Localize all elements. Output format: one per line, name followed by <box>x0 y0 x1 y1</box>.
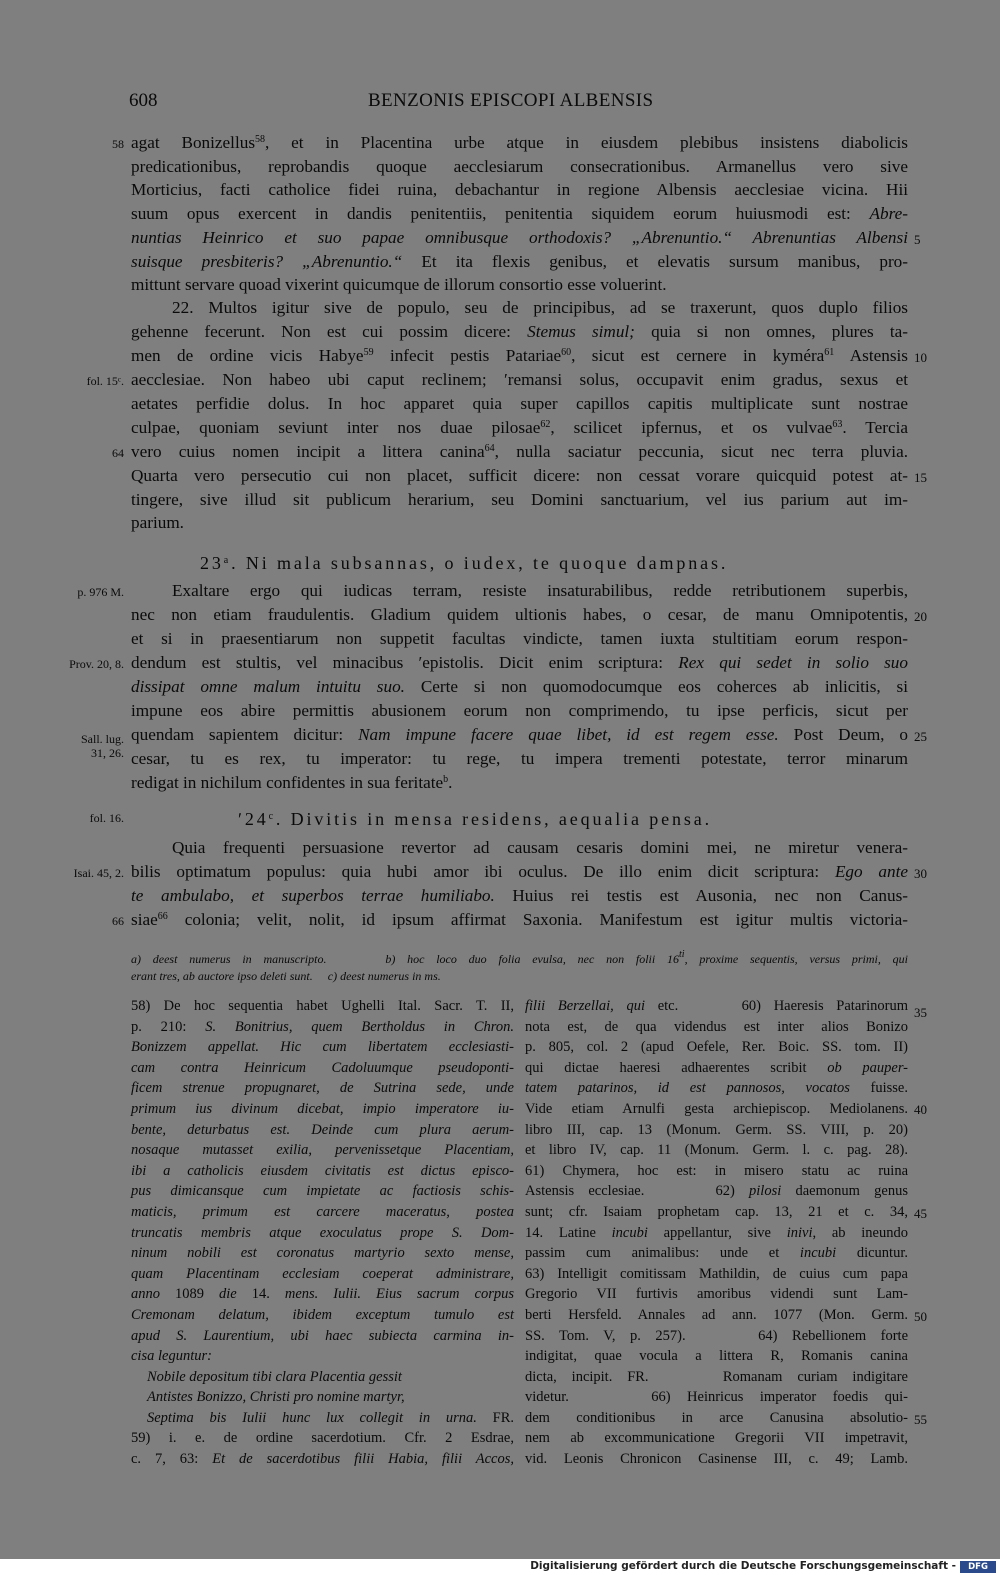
note-line: quam Placentinam ecclesiam coeperat administrare, <box>131 1265 514 1282</box>
note-line: 61) Chymera, hoc est: in misero statu ac ruina <box>525 1162 908 1179</box>
text-line: men de ordine vicis Habye$^{59}$ infecit pestis Patariae$^{60}$, sicut est cernere in kyméra$^{61}$ Astensis <box>131 346 908 365</box>
text-line: dissipat omne malum intuitu suo. Certe si non quomodocumque eos coherces ab inlicitis, si <box>131 677 908 696</box>
text-line: 22. Multos igitur sive de populo, seu de principibus, ad se traxerunt, quos duplo filios <box>172 298 908 317</box>
footer-banner <box>0 1559 1000 1575</box>
note-line: bente, deturbatus est. Deinde cum plura aerum- <box>131 1121 514 1138</box>
text-line: redigat in nichilum confidentes in sua feritate$^b$. <box>131 773 453 792</box>
margin-note: p. 976 M. <box>77 585 124 599</box>
text-line: impune eos abire permittis abusionem eorum non comprimendo, tu ipse perficis, sicut per <box>131 701 908 720</box>
note-line: SS. Tom. V, p. 257). 64) Rebellionem forte <box>525 1327 908 1344</box>
line-number: 30 <box>914 866 927 881</box>
line-number: 45 <box>914 1206 927 1221</box>
text-line: Exaltare ergo qui iudicas terram, resiste insaturabilibus, redde retributionem superbis, <box>172 581 908 600</box>
line-number: 20 <box>914 609 927 624</box>
verse-line: Nobile depositum tibi clara Placentia gessit <box>147 1368 402 1385</box>
note-line: ficem strenue propugnaret, de Sutrina sede, unde <box>131 1080 514 1097</box>
line-number: 25 <box>914 729 927 744</box>
line-number: 40 <box>914 1102 927 1117</box>
text-line: dendum est stultis, vel minacibus ʹepistolis. Dicit enim scriptura: Rex qui sedet in solio suo <box>131 653 908 672</box>
note-line: et libro IV, cap. 11 (Monum. Germ. l. c. pag. 28). <box>525 1142 908 1159</box>
note-line: 63) Intelligit comitissam Mathildin, de cuius cum papa <box>525 1265 908 1282</box>
text-line: parium. <box>131 513 184 532</box>
text-line: cesar, tu es rex, tu imperator: tu rege, tu impera trementi potestate, terror minarum <box>131 749 908 768</box>
note-line: berti Hersfeld. Annales ad ann. 1077 (Mon. Germ. <box>525 1306 908 1323</box>
margin-note: Isai. 45, 2. <box>73 866 124 880</box>
note-line: Astensis ecclesiae. 62) pilosi daemonum genus <box>525 1183 908 1200</box>
note-line: pus dimicansque cum impietate ac factiosis schis- <box>131 1183 514 1200</box>
text-line: te ambulabo, et superbos terrae humiliabo. Huius rei testis est Ausonia, nec non Canus- <box>131 886 908 905</box>
note-line: cam contra Heinricum Cadoluumque pseudoponti- <box>131 1059 514 1076</box>
text-line: aecclesiae. Non habeo ubi caput reclinem; ʹremansi solus, occupavit enim gradus, sexus et <box>131 370 908 389</box>
text-line: quendam sapientem dicitur: Nam impune facere quae libet, id est regem esse. Post Deum, o <box>131 725 908 744</box>
note-line: dem conditionibus in arce Canusina absolutio- <box>525 1409 908 1426</box>
note-line: indigitat, quae vocula a littera R, Romanis canina <box>525 1348 908 1365</box>
verse-line: Antistes Bonizzo, Christi pro nomine martyr, <box>147 1389 405 1406</box>
section-heading: 23$^a$. Ni mala subsannas, o iudex, te quoque dampnas. <box>200 553 729 573</box>
dfg-logo: DFG <box>960 1561 996 1573</box>
text-line: predicationibus, reprobandis quoque aecclesiarum consecrationibus. Armanellus vero sive <box>131 157 908 176</box>
notes-left-column <box>131 996 514 1470</box>
margin-note: 58 <box>112 137 124 151</box>
notes-right-column <box>525 996 908 1470</box>
note-line: 59) i. e. de ordine sacerdotium. Cfr. 2 Esdrae, <box>131 1430 514 1447</box>
note-line: cisa leguntur: <box>131 1348 212 1365</box>
note-line: maticis, primum est carcere maceratus, postea <box>131 1203 514 1220</box>
text-line: gehenne fecerunt. Non est cui possim dicere: Stemus simul; quia si non omnes, plures ta- <box>131 322 908 341</box>
line-number: 50 <box>914 1309 927 1324</box>
note-line: anno 1089 die 14. mens. Iulii. Eius sacrum corpus <box>131 1286 514 1303</box>
note-line: 14. Latine incubi appellantur, sive inivi, ab ineundo <box>525 1224 908 1241</box>
text-line: nuntias Heinrico et suo papae omnibusque orthodoxis? „Abrenuntio.“ Abrenuntias Albensi <box>131 228 908 247</box>
funding-notice: Digitalisierung gefördert durch die Deutsche Forschungsgemeinschaft - <box>530 1560 956 1572</box>
note-line: truncatis membris atque exoculatus prope S. Dom- <box>131 1224 514 1241</box>
line-number: 10 <box>914 350 927 365</box>
margin-note: 64 <box>112 446 124 460</box>
note-line: dicta, incipit. FR. Romanam curiam indigitare <box>525 1368 908 1385</box>
text-line: vero cuius nomen incipit a littera canina$^{64}$, nulla saciatur peccunia, sicut nec terra pluvia. <box>131 442 908 461</box>
text-line: nec non etiam fraudulentis. Gladium quidem ultionis habes, o cesar, de manu Omnipotentis, <box>131 605 908 624</box>
text-line: Quarta vero persecutio cui non placet, sufficit dicere: non cessat vorare quicquid potest at- <box>131 466 908 485</box>
note-line: passim cum animalibus: unde et incubi dicuntur. <box>525 1245 908 1262</box>
line-number: 5 <box>914 232 921 247</box>
text-line: culpae, quoniam seviunt inter nos duae pilosae$^{62}$, scilicet ipfernus, et os vulvae$^{63}$. Tercia <box>131 418 908 437</box>
text-line: suum opus exercent in dandis penitentiis, penitentia siquidem eorum huiusmodi est: Abre- <box>131 204 908 223</box>
note-line: videtur. 66) Heinricus imperator foedis qui- <box>525 1389 908 1406</box>
text-line: mittunt servare quoad vixerint quicumque de illorum consortio esse voluerint. <box>131 275 667 294</box>
text-line: Morticius, facti catholice fidei ruina, debachantur in regione Albensis aecclesiae vicina. Hii <box>131 180 908 199</box>
note-line: tatem patarinos, id est pannosos, vocatos fuisse. <box>525 1080 908 1097</box>
margin-note: 66 <box>112 914 124 928</box>
note-line: sunt; cfr. Isaiam prophetam cap. 13, 21 et c. 34, <box>525 1203 908 1220</box>
line-number: 35 <box>914 1005 927 1020</box>
margin-note: Prov. 20, 8. <box>69 657 124 671</box>
note-line: Gregorio VII furtivis amoribus videndi sunt Lam- <box>525 1286 908 1303</box>
margin-note: fol. 16. <box>89 811 124 825</box>
note-line: libro III, cap. 13 (Monum. Germ. SS. VIII, p. 20) <box>525 1121 908 1138</box>
note-line: nosaque mutasset exilia, pervenissetque Placentiam, <box>131 1142 514 1159</box>
note-line: p. 805, col. 2 (apud Oefele, Rer. Boic. SS. tom. II) <box>525 1039 908 1056</box>
note-line: primum ius divinum dicebat, impio imperatore iu- <box>131 1100 514 1117</box>
text-line: tingere, sive illud sit publicum herarium, seu Domini sanctuarium, vel ius parium aut im- <box>131 490 908 509</box>
note-line: apud S. Laurentium, ubi haec subiecta carmina in- <box>131 1327 514 1344</box>
note-line: vid. Leonis Chronicon Casinense III, c. 49; Lamb. <box>525 1451 908 1468</box>
line-number: 15 <box>914 470 927 485</box>
note-line: 58) De hoc sequentia habet Ughelli Ital. Sacr. T. II, <box>131 998 514 1014</box>
text-line: siae$^{66}$ colonia; velit, nolit, id ipsum affirmat Saxonia. Manifestum est igitur multis victoria- <box>131 910 908 929</box>
line-number: 55 <box>914 1412 927 1427</box>
note-line: filii Berzellai, qui etc. 60) Haeresis Patarinorum <box>525 998 908 1014</box>
note-line: Cremonam delatum, ibidem exceptum tumulo est <box>131 1306 514 1323</box>
note-line: c. 7, 63: Et de sacerdotibus filii Habia, filii Accos, <box>131 1451 514 1468</box>
note-line: ibi a catholicis eiusdem civitatis est dictus episco- <box>131 1162 514 1179</box>
margin-note: fol. 15ᶜ. <box>86 374 124 388</box>
apparatus-line: a) deest numerus in manuscripto. b) hoc loco duo folia evulsa, nec non folii $16^{ti}$, proxime sequentis, versus primi, qui <box>131 949 908 966</box>
text-line: suisque presbiteris? „Abrenuntio.“ Et ita flexis genibus, et elevatis sursum manibus, pro- <box>131 252 909 271</box>
note-line: nem ab excommunicatione Gregorii VII impetravit, <box>525 1430 908 1447</box>
text-line: et si in praesentiarum non suppetit facultas vindicte, tamen iuxta stultitiam eorum respon- <box>131 629 908 648</box>
verse-line: Septima bis Iulii hunc lux collegit in urna. FR. <box>147 1409 514 1426</box>
text-line: aetates perfidie dolus. In hoc apparet quia super capillos capitis multiplicate sunt nostrae <box>131 394 908 413</box>
note-line: p. 210: S. Bonitrius, quem Bertholdus in Chron. <box>131 1018 515 1035</box>
note-line: Bonizzem appellat. Hic cum libertatem ecclesiasti- <box>131 1039 514 1056</box>
apparatus-line: erant tres, ab auctore ipso deleti sunt. c) deest numerus in ms. <box>131 969 441 983</box>
section-heading: ʹ24$^c$. Divitis in mensa residens, aequalia pensa. <box>238 809 713 829</box>
text-line: Quia frequenti persuasione revertor ad causam cesaris domini mei, ne miretur venera- <box>172 838 908 857</box>
note-line: ninum nobili est coronatus martyrio sexto mense, <box>131 1245 514 1262</box>
running-title: BENZONIS EPISCOPI ALBENSIS <box>368 90 654 111</box>
note-line: qui dictae haeresi adhaerentes scribit ob pauper- <box>525 1059 909 1076</box>
note-line: nota est, de qua videndus est inter alios Bonizo <box>525 1018 908 1035</box>
note-line: Vide etiam Arnulfi gesta archiepiscop. Mediolanens. <box>525 1100 908 1117</box>
text-line: agat Bonizellus$^{58}$, et in Placentina urbe atque in eiusdem plebibus insistens diabolicis <box>131 133 908 152</box>
text-line: bilis optimatum populus: quia hubi amor ibi oculus. De illo enim dicit scriptura: Ego ante <box>131 862 908 881</box>
page-number: 608 <box>129 90 158 111</box>
margin-note: Sall. lug. 31, 26. <box>80 732 124 760</box>
